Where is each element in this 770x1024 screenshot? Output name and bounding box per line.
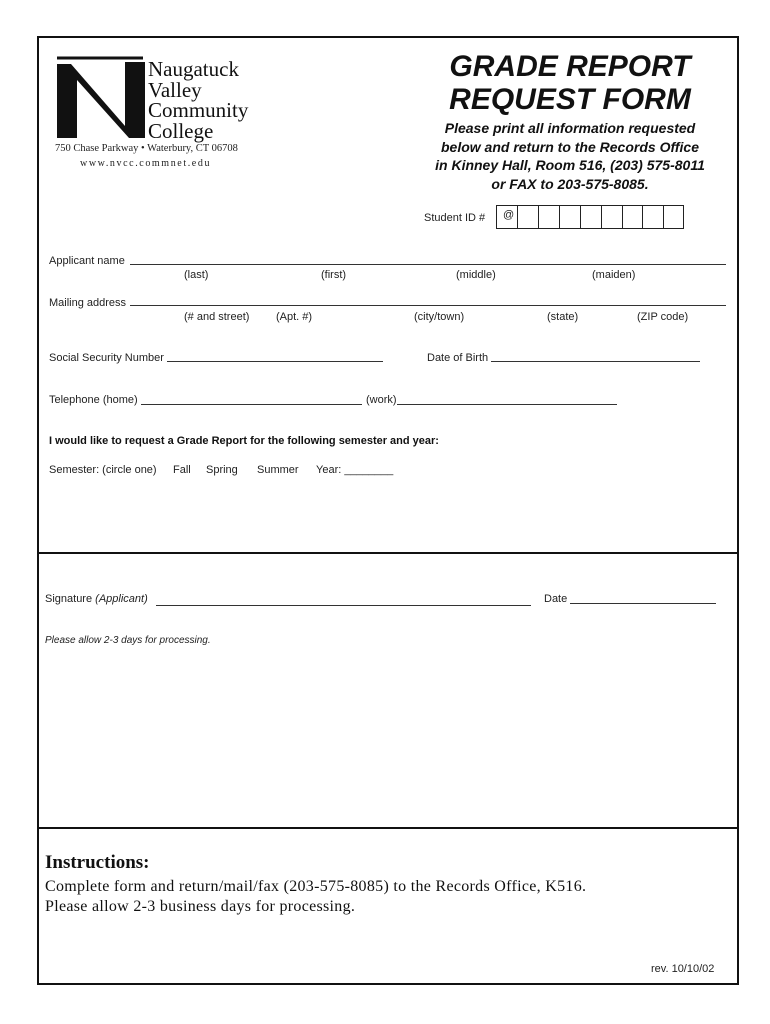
year-field[interactable]: Year: ________ — [316, 464, 394, 476]
student-id-label: Student ID # — [424, 212, 486, 224]
mailing-address-sub-apt: (Apt. #) — [276, 311, 313, 323]
applicant-name-sub-middle: (middle) — [456, 269, 496, 281]
form-instructions-note — [400, 119, 740, 193]
semester-option-summer[interactable]: Summer — [257, 464, 299, 476]
college-name-line: Community — [148, 98, 249, 122]
applicant-name-input-line[interactable] — [130, 264, 726, 265]
form-title — [400, 50, 740, 116]
applicant-name-sub-first: (first) — [321, 269, 347, 281]
mailing-address-sub-state: (state) — [547, 311, 579, 323]
ssn-label: Social Security Number — [49, 352, 164, 364]
semester-option-fall[interactable]: Fall — [173, 464, 191, 476]
student-id-cell-divider — [601, 206, 602, 228]
student-id-cell-divider — [559, 206, 560, 228]
dob-label: Date of Birth — [427, 352, 489, 364]
student-id-cell-divider — [517, 206, 518, 228]
student-id-cell-divider — [580, 206, 581, 228]
signature-role: (Applicant) — [95, 593, 148, 605]
college-logo-icon — [55, 56, 147, 140]
student-id-field[interactable] — [496, 205, 684, 229]
note-line: in Kinney Hall, Room 516, (203) 575-8011 — [435, 157, 705, 173]
form-title-line: GRADE REPORT — [449, 50, 691, 83]
phone-work-label: (work) — [366, 394, 397, 406]
signature-date-label: Date — [544, 593, 568, 605]
signature-label — [45, 593, 148, 605]
semester-label: Semester: (circle one) — [49, 464, 157, 476]
form-title-line: REQUEST FORM — [449, 83, 691, 116]
semester-option-spring[interactable]: Spring — [206, 464, 238, 476]
student-id-cell-divider — [663, 206, 664, 228]
student-id-cell-divider — [538, 206, 539, 228]
applicant-name-sub-maiden: (maiden) — [592, 269, 636, 281]
instructions-text — [45, 877, 586, 917]
college-name-line: College — [148, 118, 214, 143]
signature-label-text: Signature — [45, 593, 93, 605]
student-id-cell-divider — [622, 206, 623, 228]
applicant-name-label: Applicant name — [49, 255, 125, 267]
note-line: Please print all information requested — [444, 120, 696, 136]
phone-home-label: Telephone (home) — [49, 394, 138, 406]
mailing-address-input-line[interactable] — [130, 305, 726, 306]
mailing-address-sub-city: (city/town) — [414, 311, 465, 323]
dob-input-line[interactable] — [491, 361, 700, 362]
note-line: below and return to the Records Office — [440, 138, 699, 155]
college-name — [148, 59, 248, 141]
note-line: or FAX to 203-575-8085. — [491, 175, 649, 192]
mailing-address-label: Mailing address — [49, 297, 127, 309]
mailing-address-sub-street: (# and street) — [184, 311, 250, 323]
phone-home-input-line[interactable] — [141, 404, 362, 405]
college-name-line: Valley — [148, 77, 202, 102]
signature-section-divider — [37, 552, 739, 554]
college-name-line: Naugatuck — [148, 57, 239, 81]
instructions-heading: Instructions: — [45, 852, 150, 873]
student-id-prefix: @ — [503, 209, 515, 221]
student-id-cell-divider — [642, 206, 643, 228]
instructions-section-divider — [37, 827, 739, 829]
instructions-line: Please allow 2-3 business days for processing. — [45, 898, 356, 915]
request-statement: I would like to request a Grade Report for the following semester and year: — [49, 435, 439, 447]
ssn-input-line[interactable] — [167, 361, 383, 362]
mailing-address-sub-zip: (ZIP code) — [637, 311, 689, 323]
signature-date-input-line[interactable] — [570, 603, 716, 604]
college-address: 750 Chase Parkway • Waterbury, CT 06708 — [55, 143, 238, 154]
phone-work-input-line[interactable] — [397, 404, 617, 405]
instructions-line: Complete form and return/mail/fax (203-575-8085) to the Records Office, K516. — [45, 878, 587, 895]
processing-note: Please allow 2-3 days for processing. — [45, 635, 211, 646]
revision-date: rev. 10/10/02 — [651, 963, 715, 975]
signature-input-line[interactable] — [156, 605, 531, 606]
college-website: www.nvcc.commnet.edu — [80, 158, 212, 169]
applicant-name-sub-last: (last) — [184, 269, 209, 281]
